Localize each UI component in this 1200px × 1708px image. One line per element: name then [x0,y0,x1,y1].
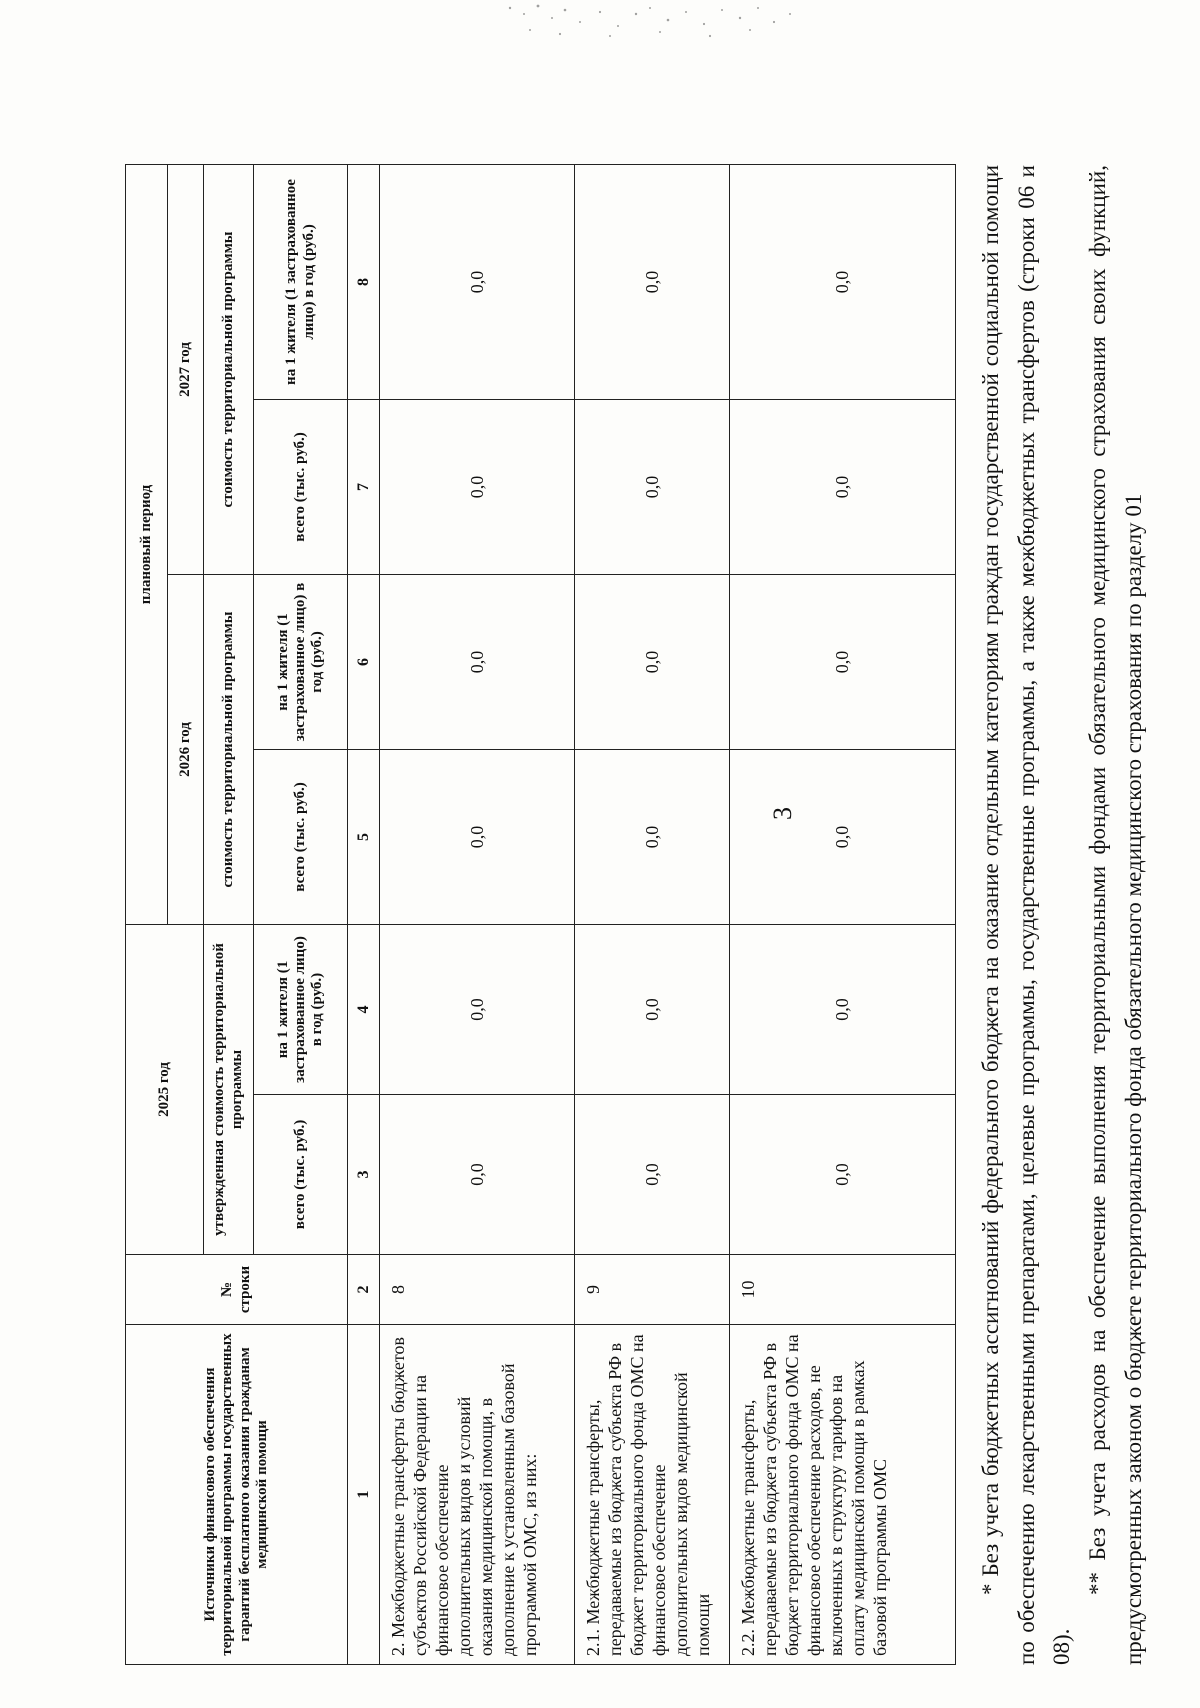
row-label: 2.2. Межбюджетные трансферты, передаваемые из бюджета субъекта РФ в бюджет территориального фонда ОМС на финансовое обеспечение расходов, не включенных в структуру тарифов на оплату медицинской помощи в рамках базовой программы ОМС [730,1325,956,1665]
col-number: 4 [348,925,380,1095]
col-number: 5 [348,750,380,925]
rotated-content [125,165,1200,1665]
footnote-1: * Без учета бюджетных ассигнований федерального бюджета на оказание отдельным категориям граждан государственной социальной помощи по обеспечению лекарственными препаратами, целевые программы, государственные программы, а также межбюджетных трансфертов (строки 06 и 08). [978,165,1075,1665]
cell-value: 0,0 [575,925,730,1095]
header-year-2027: 2027 год [168,164,204,574]
table-row [730,164,956,1664]
cell-value: 0,0 [730,1095,956,1255]
cell-value: 0,0 [575,1095,730,1255]
row-label: 2.1. Межбюджетные трансферты, передаваемые из бюджета субъекта РФ в бюджет территориального фонда ОМС на финансовое обеспечение дополнительных видов медицинской помощи [575,1325,730,1665]
header-planned-period: плановый период [126,164,168,924]
cell-value: 0,0 [730,925,956,1095]
col-number: 6 [348,575,380,750]
row-label: 2. Межбюджетные трансферты бюджетов субъектов Российской Федерации на финансовое обеспечение дополнительных видов и условий оказания медицинской помощи, в дополнение к установленным базовой программой ОМС, из них: [380,1325,575,1665]
cell-value: 0,0 [730,575,956,750]
cell-value: 0,0 [380,400,575,575]
cell-value: 0,0 [575,400,730,575]
cell-value: 0,0 [380,750,575,925]
cell-value: 0,0 [380,575,575,750]
footnote-2: ** Без учета расходов на обеспечение выполнения территориальными фондами обязательного медицинского страхования своих функций, предусмотренных законом о бюджете территориального фонда обязательного медицинского страхования по разделу 01 [1084,165,1146,1665]
cell-value: 0,0 [380,925,575,1095]
cell-value: 0,0 [575,164,730,399]
header-source: Источники финансового обеспечения территориальной программы государственных гарантий бесплатного оказания гражданам медицинской помощи [126,1325,348,1665]
cell-value: 0,0 [730,750,956,925]
col-number: 1 [348,1325,380,1665]
header-per-resident-2027: на 1 жителя (1 застрахованное лицо) в год (руб.) [254,164,348,399]
header-cost-2027: стоимость территориальной программы [204,164,254,574]
financing-table [125,164,956,1665]
cell-value: 0,0 [575,750,730,925]
table-row [380,164,575,1664]
header-row-no: № строки [126,1255,348,1325]
header-per-resident-2026: на 1 жителя (1 застрахованное лицо) в год (руб.) [254,575,348,750]
row-number: 8 [380,1255,575,1325]
col-number: 3 [348,1095,380,1255]
cell-value: 0,0 [730,164,956,399]
header-total-2027: всего (тыс. руб.) [254,400,348,575]
page-number: 3 [768,807,797,820]
header-total-2025: всего (тыс. руб.) [254,1095,348,1255]
cell-value: 0,0 [575,575,730,750]
header-year-2025: 2025 год [126,925,204,1255]
cell-value: 0,0 [380,1095,575,1255]
header-cost-2026: стоимость территориальной программы [204,575,254,925]
footnotes [973,165,1151,1665]
header-total-2026: всего (тыс. руб.) [254,750,348,925]
col-number: 8 [348,164,380,399]
table-row [575,164,730,1664]
cell-value: 0,0 [380,164,575,399]
header-per-resident-2025: на 1 жителя (1 застрахованное лицо) в год (руб.) [254,925,348,1095]
col-number: 7 [348,400,380,575]
col-number: 2 [348,1255,380,1325]
row-number: 9 [575,1255,730,1325]
row-number: 10 [730,1255,956,1325]
cell-value: 0,0 [730,400,956,575]
header-approved-cost: утвержденная стоимость территориальной программы [204,925,254,1255]
scan-noise-mark [490,0,810,50]
header-year-2026: 2026 год [168,575,204,925]
